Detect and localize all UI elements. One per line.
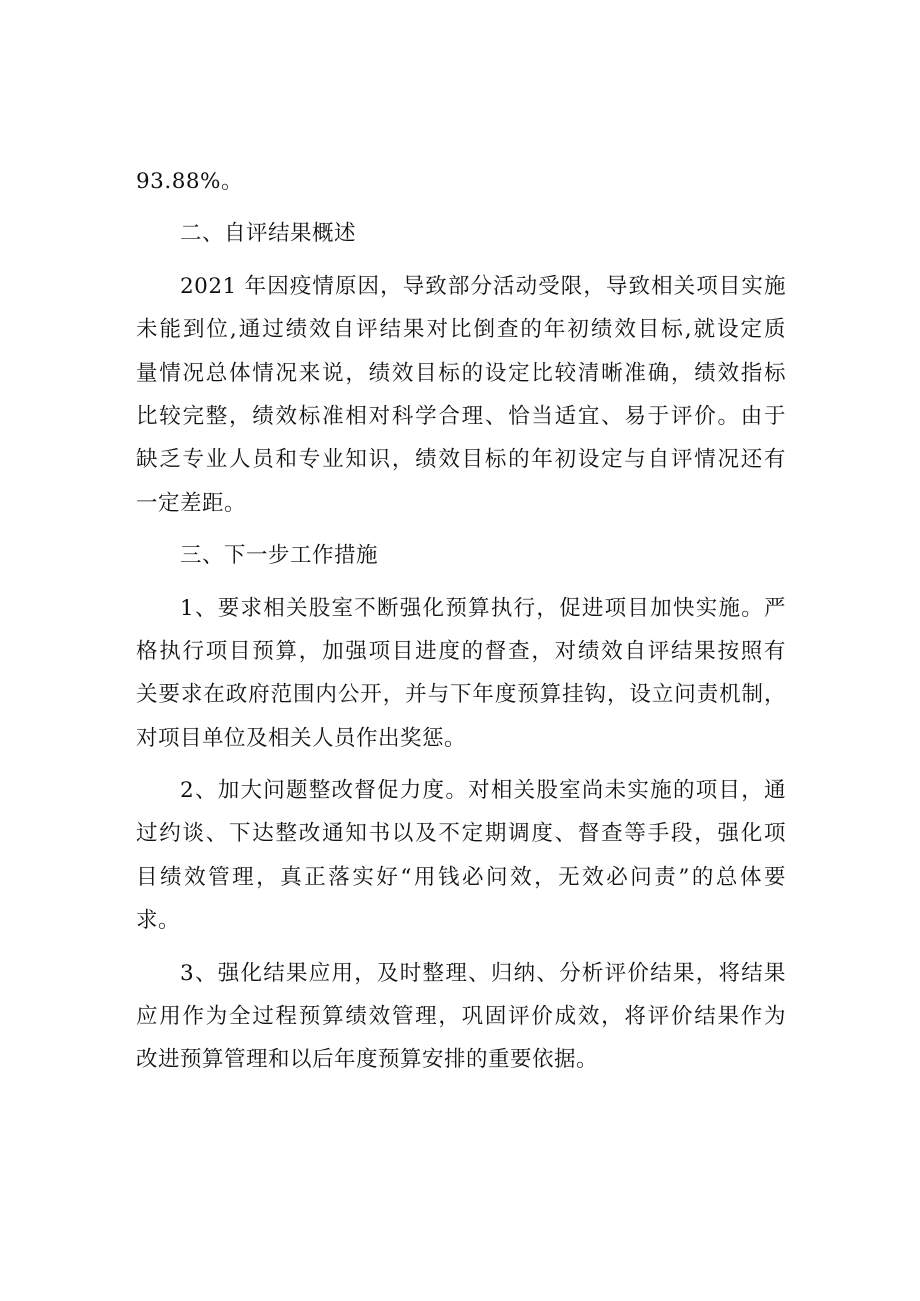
paragraph-item-2 <box>136 769 786 943</box>
paragraph-line: 未能到位,通过绩效自评结果对比倒查的年初绩效目标,就设定质 <box>136 317 786 343</box>
paragraph-line: 改进预算管理和以后年度预算安排的重要依据。 <box>136 1047 599 1073</box>
section-heading-self-evaluation: 二、自评结果概述 <box>180 221 357 247</box>
paragraph-line: 缺乏专业人员和专业知识，绩效目标的年初设定与自评情况还有 <box>136 447 786 473</box>
paragraph-line: 求。 <box>136 908 181 934</box>
paragraph-line: 目绩效管理，真正落实好“用钱必问效，无效必问责”的总体要 <box>136 864 786 890</box>
paragraph-line: 对项目单位及相关人员作出奖惩。 <box>136 725 467 751</box>
paragraph-line: 应用作为全过程预算绩效管理，巩固评价成效，将评价结果作为 <box>136 1004 786 1030</box>
paragraph-line: 格执行项目预算，加强项目进度的督查，对绩效自评结果按照有 <box>136 638 786 664</box>
paragraph-line: 2、加大问题整改督促力度。对相关股室尚未实施的项目，通 <box>180 778 786 804</box>
paragraph-item-3 <box>136 952 786 1082</box>
paragraph-line: 2021 年因疫情原因，导致部分活动受限，导致相关项目实施 <box>180 273 786 299</box>
document-body <box>136 160 786 1082</box>
paragraph-line: 过约谈、下达整改通知书以及不定期调度、督查等手段，强化项 <box>136 821 786 847</box>
paragraph-line: 比较完整，绩效标准相对科学合理、恰当适宜、易于评价。由于 <box>136 403 786 429</box>
paragraph-line: 3、强化结果应用，及时整理、归纳、分析评价结果，将结果 <box>180 960 786 986</box>
paragraph-self-evaluation-summary <box>136 265 786 525</box>
paragraph-line: 1、要求相关股室不断强化预算执行，促进项目加快实施。严 <box>180 595 786 621</box>
carry-over-text: 93.88%。 <box>136 169 243 194</box>
section-heading-next-steps: 三、下一步工作措施 <box>180 543 379 569</box>
paragraph-item-1 <box>136 587 786 761</box>
paragraph-line: 一定差距。 <box>136 490 247 516</box>
paragraph-line: 关要求在政府范围内公开，并与下年度预算挂钩，设立问责机制， <box>136 682 786 708</box>
paragraph-line: 量情况总体情况来说，绩效目标的设定比较清晰准确，绩效指标 <box>136 360 786 386</box>
